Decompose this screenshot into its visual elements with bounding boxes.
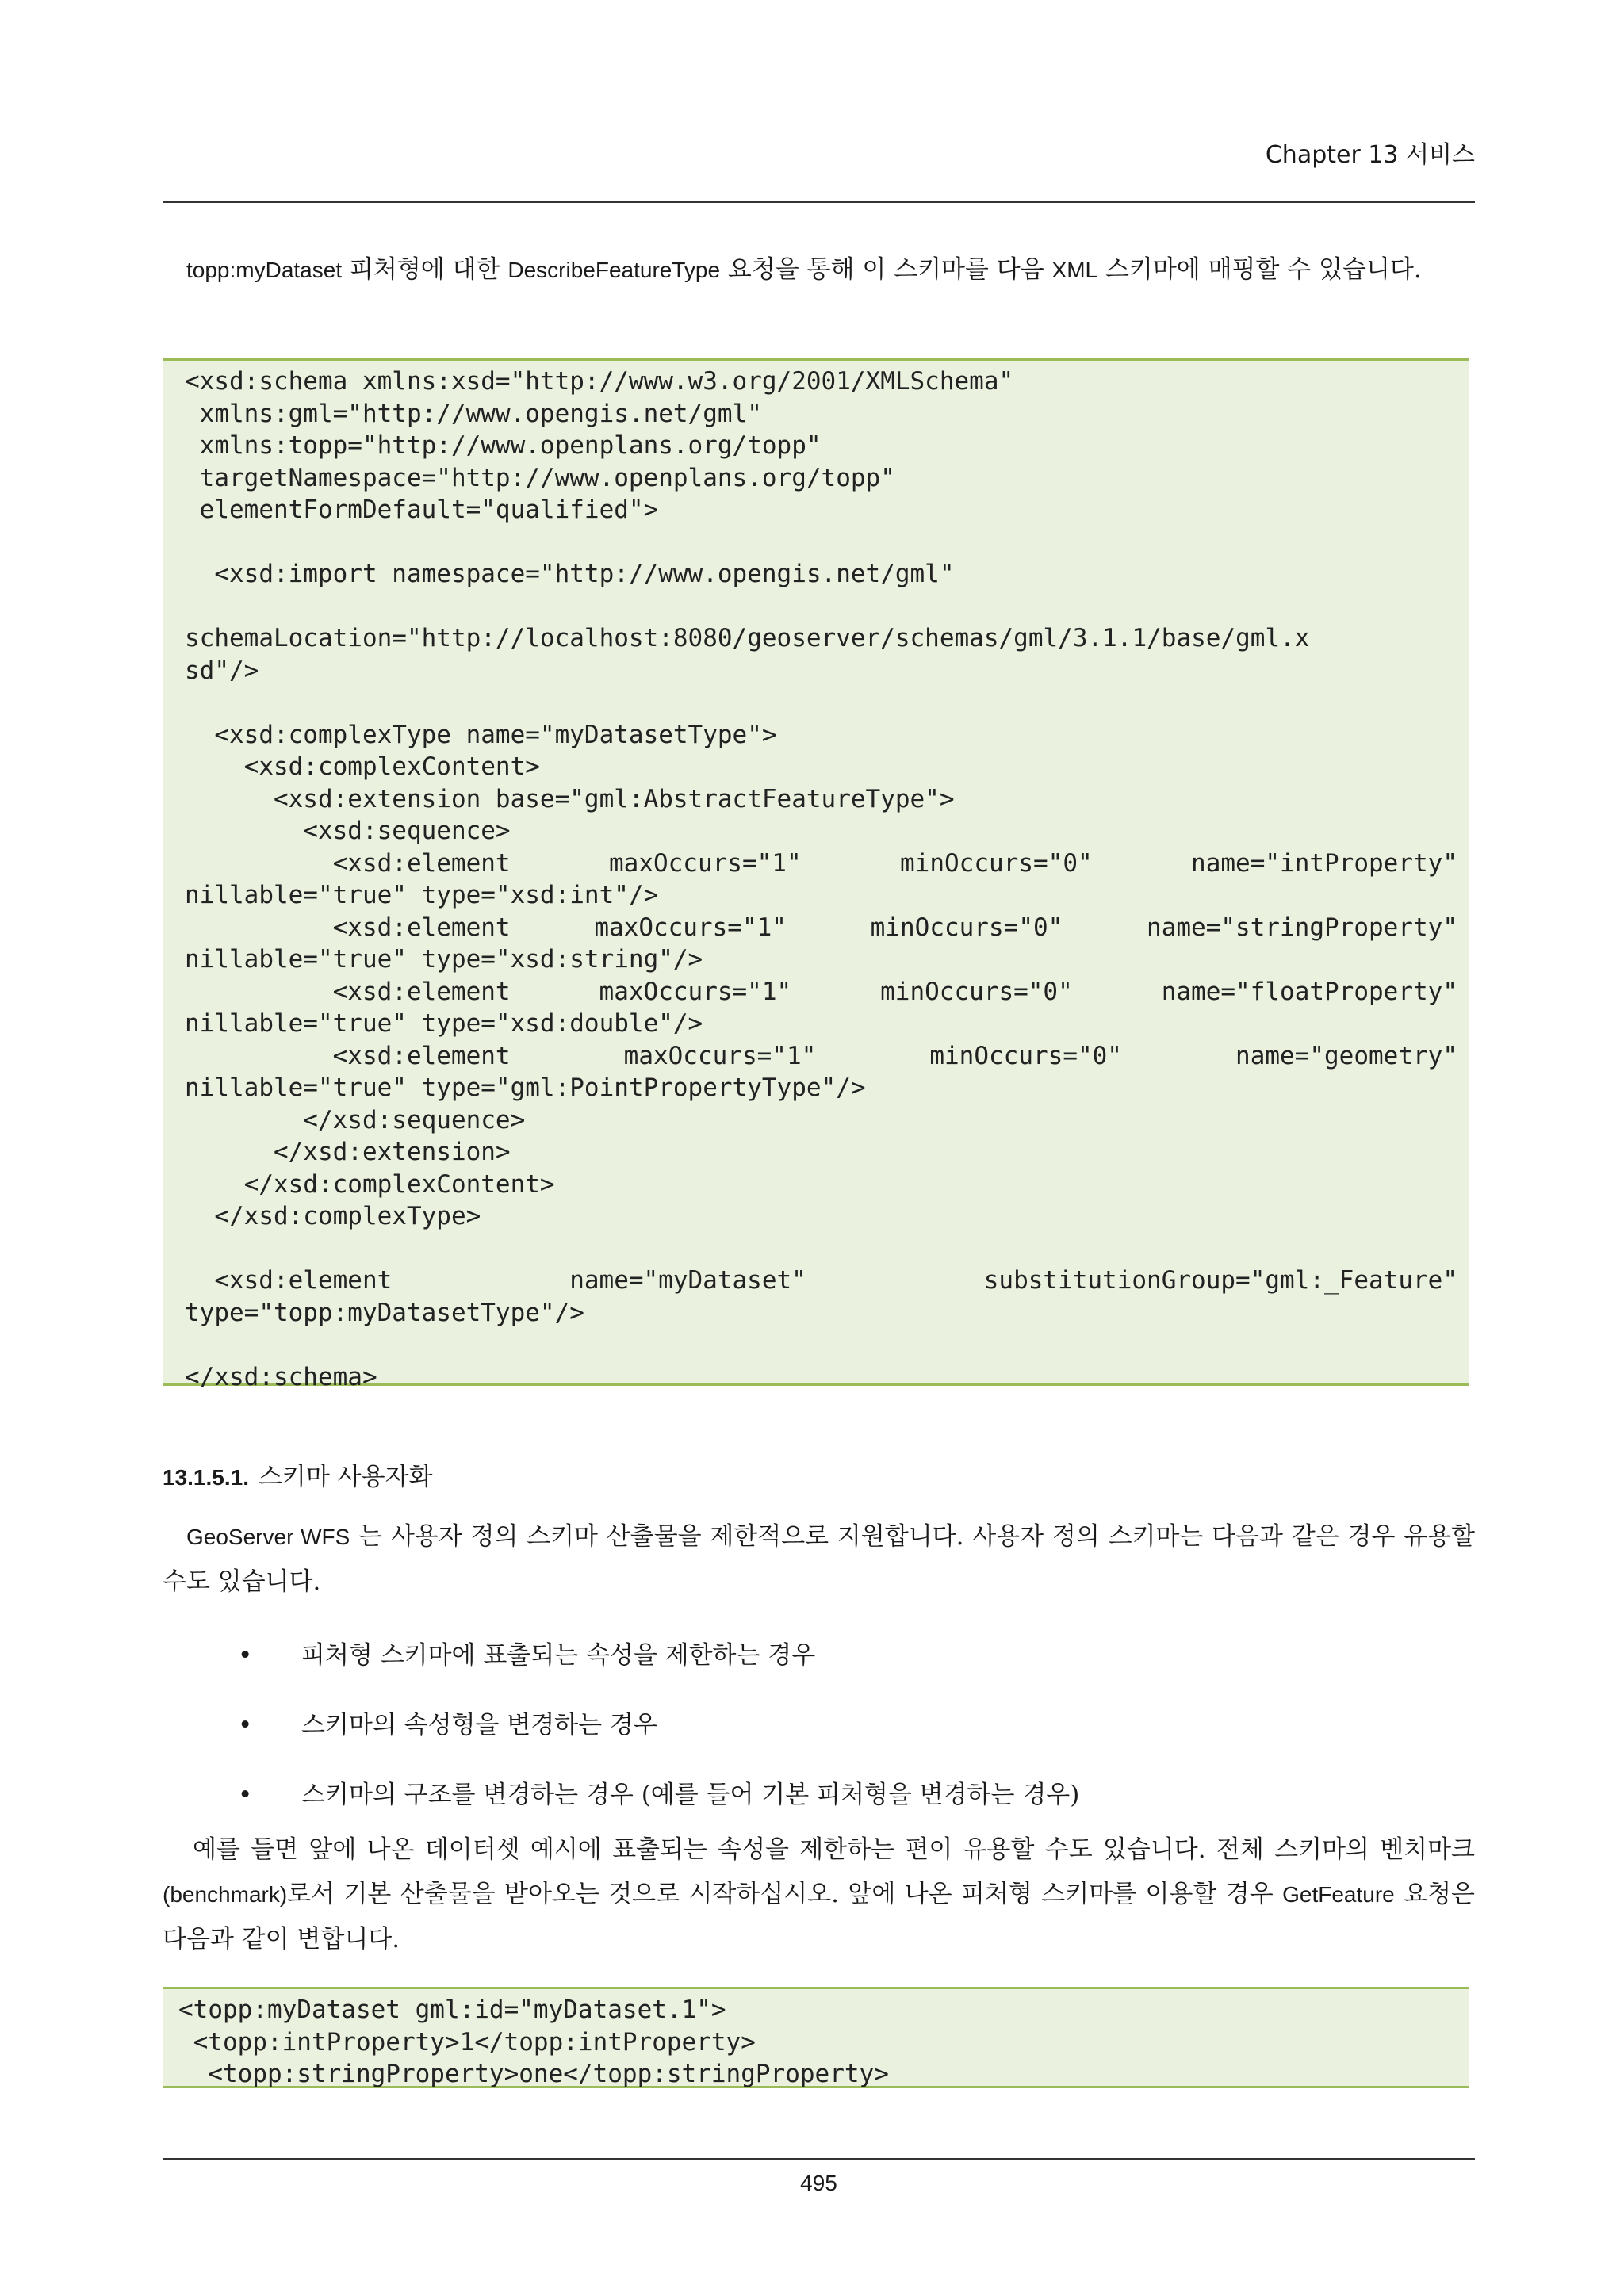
xml-schema-code-block bbox=[163, 358, 1469, 1391]
code-line: <xsd:schema xmlns:xsd="http://www.w3.org/2001/XMLSchema" bbox=[185, 367, 1014, 396]
code-line: </xsd:complexContent> bbox=[185, 1169, 555, 1199]
getfeature-code-block bbox=[163, 1987, 1469, 2088]
page-footer bbox=[163, 2158, 1475, 2195]
code-line: <xsd:complexContent> bbox=[185, 752, 540, 781]
use-case-list bbox=[238, 1633, 1079, 1843]
intro-paragraph: topp:myDataset 피처형에 대한 DescribeFeatureType 요청을 통해 이 스키마를 다음 XML 스키마에 매핑할 수 있습니다. bbox=[186, 255, 1422, 284]
bullet-icon: • bbox=[238, 1641, 253, 1670]
code-line: type="topp:myDatasetType"/> bbox=[185, 1298, 584, 1327]
code-line bbox=[185, 1329, 1457, 1361]
code-line: nillable="true" type="xsd:double"/> bbox=[185, 1009, 703, 1038]
code-line: </xsd:complexType> bbox=[185, 1202, 481, 1230]
section-heading: 13.1.5.1. 스키마 사용자화 bbox=[163, 1463, 433, 1491]
code-line bbox=[185, 687, 1457, 719]
code-line: </xsd:sequence> bbox=[185, 1105, 526, 1135]
page-header bbox=[163, 135, 1475, 203]
page-number: 495 bbox=[800, 2171, 837, 2195]
geoserver-paragraph: GeoServer WFS 는 사용자 정의 스키마 산출물을 제한적으로 지원합니다. 사용자 정의 스키마는 다음과 같은 경우 유용할 수도 있습니다. bbox=[163, 1522, 1475, 1596]
list-item: • 스키마의 속성형을 변경하는 경우 bbox=[238, 1703, 1079, 1773]
code-line: <xsd:element maxOccurs="1" minOccurs="0" name="intProperty" bbox=[332, 848, 1457, 878]
code-line: <xsd:element maxOccurs="1" minOccurs="0" name="geometry" bbox=[332, 1041, 1457, 1070]
code-line: </xsd:schema> bbox=[185, 1362, 377, 1391]
code-line: elementFormDefault="qualified"> bbox=[185, 496, 659, 524]
code-line: <xsd:element name="myDataset" substitutionGroup="gml:_Feature" bbox=[214, 1266, 1457, 1295]
code-line: xmlns:topp="http://www.openplans.org/topp" bbox=[185, 431, 822, 460]
code-line: </xsd:extension> bbox=[185, 1138, 511, 1166]
code-line: nillable="true" type="xsd:string"/> bbox=[185, 945, 703, 974]
code-line: <xsd:element maxOccurs="1" minOccurs="0" name="floatProperty" bbox=[332, 977, 1457, 1006]
benchmark-paragraph: 예를 들면 앞에 나온 데이터셋 예시에 표출되는 속성을 제한하는 편이 유용할 수도 있습니다. 전체 스키마의 벤치마크(benchmark)로서 기본 산출물을 받아오는 것으로 시작하십시오. 앞에 나온 피처형 스키마를 이용할 경우 GetFeature 요청은 다음과 같이 변합니다. bbox=[163, 1835, 1475, 1954]
bullet-icon: • bbox=[238, 1781, 253, 1809]
code-line: <topp:stringProperty>one</topp:stringProperty> bbox=[178, 2060, 889, 2088]
bullet-icon: • bbox=[238, 1711, 253, 1739]
list-item: • 피처형 스키마에 표출되는 속성을 제한하는 경우 bbox=[238, 1633, 1079, 1703]
code-line: nillable="true" type="gml:PointPropertyType"/> bbox=[185, 1073, 866, 1102]
chapter-title: Chapter 13 서비스 bbox=[1265, 141, 1475, 169]
code-line: nillable="true" type="xsd:int"/> bbox=[185, 881, 659, 909]
code-line bbox=[185, 1233, 1457, 1265]
code-line: <xsd:extension base="gml:AbstractFeatureType"> bbox=[185, 784, 955, 813]
code-line bbox=[185, 591, 1457, 623]
code-line: <topp:myDataset gml:id="myDataset.1"> bbox=[178, 1996, 726, 2024]
code-line: sd"/> bbox=[185, 656, 259, 685]
code-line: <xsd:element maxOccurs="1" minOccurs="0" name="stringProperty" bbox=[332, 913, 1457, 942]
list-item: • 스키마의 구조를 변경하는 경우 (예를 들어 기본 피처형을 변경하는 경우) bbox=[238, 1773, 1079, 1843]
code-line: <xsd:sequence> bbox=[185, 817, 511, 845]
code-line: <topp:intProperty>1</topp:intProperty> bbox=[178, 2027, 756, 2057]
code-line bbox=[185, 526, 1457, 559]
code-line: xmlns:gml="http://www.opengis.net/gml" bbox=[185, 399, 762, 428]
code-line: targetNamespace="http://www.openplans.org/topp" bbox=[185, 463, 895, 492]
code-line: <xsd:complexType name="myDatasetType"> bbox=[185, 720, 777, 749]
code-line: <xsd:import namespace="http://www.opengis.net/gml" bbox=[185, 560, 955, 588]
code-line: schemaLocation="http://localhost:8080/geoserver/schemas/gml/3.1.1/base/gml.x bbox=[185, 624, 1310, 652]
